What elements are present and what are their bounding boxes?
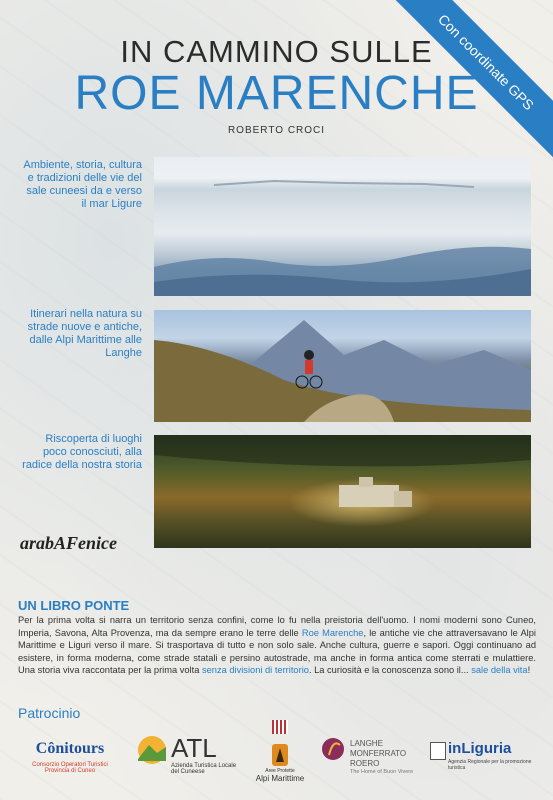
- inliguria-subtitle: Agenzia Regionale per la promozione turistica: [448, 759, 532, 771]
- ibex-icon: [270, 740, 290, 768]
- blurb-1: Ambiente, storia, cultura e tradizioni delle vie del sale cuneesi da e verso il mar Ligure: [23, 159, 142, 210]
- body-part4: !: [527, 665, 531, 676]
- body-part1: Per la prima volta si narra un territorio senza confini, come lo fu nella preistoria dell'uomo. I nomi moderni sono Cuneo, Imperia, Savona, Alta Provenza, ma da sempre erano le terre delle: [18, 615, 536, 638]
- photo-mountains-haze: [154, 157, 531, 296]
- photo-cyclist-trail: [154, 310, 531, 422]
- langhe-name: LANGHE MONFERRATO ROERO: [350, 739, 407, 768]
- conitours-logo: [20, 740, 120, 774]
- alpi-name: Alpi Marittime: [255, 774, 305, 783]
- conitours-subtitle: Consorzio Operatori Turistici Provincia di Cuneo: [32, 762, 108, 774]
- photo-castle-forest: [154, 435, 531, 548]
- langhe-grape-icon: [320, 735, 346, 767]
- title-line2: ROE MARENCHE: [74, 67, 479, 120]
- gps-ribbon-label: Con coordinate GPS: [393, 0, 553, 157]
- atl-name: ATL: [171, 733, 217, 763]
- alpi-subtitle: Aree Protette: [265, 768, 295, 774]
- body-highlight3: sale della vita: [471, 665, 528, 676]
- inliguria-name: inLiguria: [448, 740, 512, 757]
- liguria-crest-icon: [430, 742, 446, 760]
- patrocinio-title: Patrocinio: [18, 705, 81, 721]
- alpi-marittime-logo: [245, 720, 315, 783]
- blurb-3: Riscoperta di luoghi poco conosciuti, alla radice della nostra storia: [22, 433, 142, 471]
- conitours-name: Cônitours: [35, 740, 105, 757]
- atl-mountain-icon: [135, 735, 169, 765]
- body-part3: . La curiosità e la conoscenza sono il...: [308, 665, 472, 676]
- title-line1: IN CAMMINO SULLE: [120, 34, 433, 69]
- body-paragraph: [18, 614, 536, 677]
- author: ROBERTO CROCI: [227, 125, 326, 136]
- body-part2: , le antiche vie che attraversavano le Alpi Marittime e Liguri verso il mare. Si trasportava di tutto e non solo sale. Anche cultura, guerre e sapori. Oggi continuano ad esistere, in forma moderna, come strade statali e persino autostrade, ma anche in forma antica come sterrati e mulattiere. Una storia viva raccontata per la prima volta: [18, 627, 536, 676]
- blurb-2: Itinerari nella natura su strade nuove e antiche, dalle Alpi Marittime alle Langhe: [27, 308, 142, 359]
- langhe-subtitle: The Home of Buon Vivere: [350, 769, 414, 775]
- body-highlight1: Roe Marenche: [301, 627, 364, 638]
- publisher-logo: arabAFenice: [20, 533, 117, 553]
- section-title: UN LIBRO PONTE: [18, 598, 130, 613]
- regione-piemonte-icon: [272, 720, 288, 734]
- body-highlight2: senza divisioni di territorio: [201, 665, 309, 676]
- atl-subtitle: Azienda Turistica Locale del Cuneese: [171, 763, 237, 775]
